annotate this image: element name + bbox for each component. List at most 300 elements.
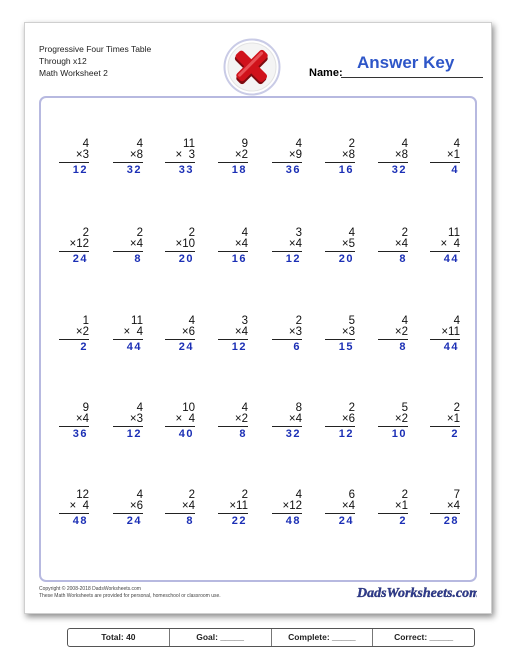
problem [430,228,460,265]
times-sign: × [394,326,402,338]
multiplier-value: 8 [136,149,143,161]
multiplier-value: 6 [188,326,195,338]
multiplier [113,501,143,512]
multiplier [325,327,355,338]
answer: 4 [451,164,459,176]
answer: 20 [178,253,194,265]
multiplicand: 12 [76,489,89,501]
multiplier-value: 4 [136,238,143,250]
problem [378,490,408,527]
answer: 44 [443,341,459,353]
name-label: Name: [309,67,343,79]
multiplicand: 7 [453,489,460,501]
multiplicand: 2 [453,402,460,414]
multiplier-value: 8 [401,149,408,161]
multiplier [378,414,408,425]
times-sign: × [175,149,183,161]
answer-rule [59,339,89,340]
multiplier [59,414,89,425]
answer: 15 [338,341,354,353]
answer-rule [325,339,355,340]
times-sign: × [441,326,449,338]
times-sign: × [341,500,349,512]
multiplier-value: 10 [182,238,195,250]
multiplier-value: 11 [448,326,460,338]
multiplicand: 11 [448,227,460,239]
answer: 20 [338,253,354,265]
answer-rule [113,339,143,340]
copyright-line: These Math Worksheets are provided for personal, homeschool or classroom use. [39,593,221,599]
multiplier [59,327,89,338]
problem [430,139,460,176]
multiplier [218,239,248,250]
times-sign: × [394,413,402,425]
problem [165,139,195,176]
answer: 16 [338,164,354,176]
answer: 6 [293,341,301,353]
multiplier-value: 4 [348,500,355,512]
times-sign: × [394,500,402,512]
answer: 28 [443,515,459,527]
answer: 8 [399,341,407,353]
goal-field: Goal: _____ [170,629,272,646]
problem [272,139,302,176]
answer: 33 [178,164,194,176]
answer: 16 [231,253,247,265]
multiplier [165,150,195,161]
multiplier-value: 2 [82,326,89,338]
multiplier-value: 9 [295,149,302,161]
title-line: Through x12 [39,56,87,66]
problem [272,403,302,440]
times-sign: × [75,149,83,161]
copyright [39,586,221,600]
problem [218,228,248,265]
times-sign: × [234,149,242,161]
answer-rule [218,339,248,340]
answer-rule [113,513,143,514]
multiplicand: 11 [183,138,195,150]
problem [272,490,302,527]
times-sign: × [341,326,349,338]
multiplier-value: 1 [453,149,460,161]
problem [113,490,143,527]
multiplier [378,327,408,338]
multiplicand: 6 [348,489,355,501]
problem [165,490,195,527]
answer: 24 [126,515,142,527]
multiplier [272,501,302,512]
multiplicand: 5 [348,315,355,327]
problem [325,316,355,353]
answer-rule [165,251,195,252]
multiplicand: 4 [348,227,355,239]
times-sign: × [69,500,77,512]
times-sign: × [288,149,296,161]
multiplier [218,327,248,338]
answer-rule [59,426,89,427]
multiplier [59,501,89,512]
answer-rule [430,162,460,163]
correct-field: Correct: _____ [394,632,454,642]
multiplicand: 4 [136,489,143,501]
problem [325,139,355,176]
answer-rule [218,426,248,427]
multiplier-value: 3 [348,326,355,338]
times-sign: × [175,238,183,250]
multiplier-value: 1 [401,500,408,512]
multiplier-value: 6 [136,500,143,512]
multiplier-value: 4 [295,413,302,425]
multiplier [272,414,302,425]
problem [165,228,195,265]
answer: 8 [239,428,247,440]
multiplicand: 4 [82,138,89,150]
multiplier [378,501,408,512]
problem [218,139,248,176]
title-line: Math Worksheet 2 [39,68,108,78]
problem [59,403,89,440]
times-sign: × [282,500,290,512]
answer-rule [165,513,195,514]
answer-rule [272,513,302,514]
answer-rule [59,513,89,514]
multiplier-value: 1 [453,413,460,425]
answer-rule [272,162,302,163]
times-sign: × [446,149,454,161]
score-box [67,628,475,647]
answer: 2 [80,341,88,353]
answer-rule [378,426,408,427]
times-sign: × [440,238,448,250]
multiplicand: 4 [241,402,248,414]
multiplicand: 4 [241,227,248,239]
multiplicand: 2 [136,227,143,239]
multiplier-value: 4 [136,326,143,338]
answer-rule [430,339,460,340]
multiplier [113,150,143,161]
answer-rule [59,251,89,252]
multiplier-value: 2 [241,413,248,425]
multiplicand: 2 [188,227,195,239]
times-sign: × [341,238,349,250]
problem [325,403,355,440]
answer-rule [218,251,248,252]
answer-rule [378,513,408,514]
times-sign: × [234,413,242,425]
worksheet-page [24,22,492,642]
answer: 2 [451,428,459,440]
multiplier-value: 2 [401,413,408,425]
answer-rule [325,513,355,514]
multiplier-value: 4 [82,500,89,512]
multiplier [218,501,248,512]
name-field [309,51,485,81]
times-sign: × [129,413,137,425]
multiplier [165,239,195,250]
times-sign: × [229,500,237,512]
multiplier [430,239,460,250]
multiplier-value: 11 [236,500,248,512]
times-sign: × [341,413,349,425]
problem [59,490,89,527]
answer: 48 [72,515,88,527]
answer-rule [272,339,302,340]
multiplicand: 4 [188,315,195,327]
answer: 40 [178,428,194,440]
problem [430,316,460,353]
multiplier-value: 3 [295,326,302,338]
dadsworksheets-logo [327,581,477,603]
problem [113,316,143,353]
problem [59,316,89,353]
multiplier [218,414,248,425]
multiplicand: 5 [401,402,408,414]
times-sign: × [129,500,137,512]
multiplicand: 11 [131,315,143,327]
answer: 12 [126,428,142,440]
multiplicand: 4 [401,315,408,327]
problem [59,139,89,176]
multiplier [113,327,143,338]
multiplicand: 2 [295,315,302,327]
times-sign: × [234,326,242,338]
answer: 8 [186,515,194,527]
answer: 12 [72,164,88,176]
answer-rule [430,426,460,427]
multiplier-value: 12 [289,500,302,512]
answer: 18 [231,164,247,176]
times-sign: × [69,238,77,250]
answer-rule [378,339,408,340]
answer: 12 [231,341,247,353]
multiplier [430,414,460,425]
multiplicand: 4 [401,138,408,150]
complete-field: Complete: _____ [272,629,374,646]
times-sign: × [394,149,402,161]
answer: 32 [285,428,301,440]
multiplier [165,414,195,425]
answer-rule [272,426,302,427]
answer-rule [113,162,143,163]
multiplicand: 9 [82,402,89,414]
problem [165,403,195,440]
multiplier-value: 4 [241,238,248,250]
answer-key-label: Answer Key [357,53,455,72]
answer-rule [325,426,355,427]
multiplier [325,150,355,161]
multiplicand: 4 [453,315,460,327]
answer: 8 [399,253,407,265]
multiplier-value: 3 [82,149,89,161]
answer: 36 [72,428,88,440]
times-sign: × [446,500,454,512]
multiplier-value: 2 [401,326,408,338]
times-sign: × [394,238,402,250]
answer-rule [113,426,143,427]
multiplicand: 2 [401,227,408,239]
times-sign: × [288,326,296,338]
problem [113,403,143,440]
problem [113,139,143,176]
multiplicand: 4 [136,138,143,150]
problem [378,316,408,353]
multiplier-value: 4 [188,500,195,512]
answer-rule [430,251,460,252]
problem [59,228,89,265]
multiplicand: 10 [182,402,195,414]
answer-rule [325,251,355,252]
multiplier-value: 3 [136,413,143,425]
answer: 12 [285,253,301,265]
answer-rule [378,162,408,163]
multiplier [325,239,355,250]
multiplier-value: 4 [401,238,408,250]
multiplicand: 3 [241,315,248,327]
answer-rule [430,513,460,514]
problem [218,403,248,440]
problem [430,403,460,440]
problem [378,403,408,440]
problem [378,139,408,176]
multiplicand: 8 [295,402,302,414]
multiplier-value: 4 [453,500,460,512]
multiplicand: 2 [188,489,195,501]
multiplier [378,239,408,250]
times-sign: × [288,413,296,425]
multiplier-value: 5 [348,238,355,250]
multiplier [378,150,408,161]
answer: 2 [399,515,407,527]
multiplier [272,327,302,338]
answer: 10 [391,428,407,440]
multiplicand: 4 [295,138,302,150]
problem [272,316,302,353]
problem [165,316,195,353]
times-sign: × [175,413,183,425]
multiplier-value: 6 [348,413,355,425]
answer: 24 [338,515,354,527]
multiplier [165,327,195,338]
answer-rule [113,251,143,252]
problem [113,228,143,265]
problem [325,490,355,527]
multiplier-value: 8 [348,149,355,161]
name-line [341,77,483,78]
problem [218,490,248,527]
multiplicand: 2 [82,227,89,239]
multiplier [218,150,248,161]
problem [378,228,408,265]
multiplicand: 2 [241,489,248,501]
answer: 32 [126,164,142,176]
answer-rule [165,426,195,427]
brand-text: DadsWorksheets.com [357,586,477,601]
times-sign: × [446,413,454,425]
total-count: Total: 40 [68,629,170,646]
times-sign: × [75,413,83,425]
answer: 44 [443,253,459,265]
multiplier [272,150,302,161]
multiplier [165,501,195,512]
answer: 36 [285,164,301,176]
multiplier [113,239,143,250]
multiplier-value: 4 [82,413,89,425]
multiplier [59,239,89,250]
multiplier-value: 2 [241,149,248,161]
multiplier-value: 3 [188,149,195,161]
times-sign: × [234,238,242,250]
problem [325,228,355,265]
multiplicand: 2 [401,489,408,501]
answer: 22 [231,515,247,527]
answer-rule [218,162,248,163]
multiplicand: 4 [136,402,143,414]
multiplier [113,414,143,425]
multiplier [272,239,302,250]
answer: 12 [338,428,354,440]
times-sign: × [181,326,189,338]
answer-rule [272,251,302,252]
multiplier-value: 12 [76,238,89,250]
answer: 24 [72,253,88,265]
multiplier [430,150,460,161]
times-sign: × [288,238,296,250]
multiplier [325,501,355,512]
problem [218,316,248,353]
answer-rule [218,513,248,514]
answer: 48 [285,515,301,527]
multiplicand: 1 [82,315,89,327]
answer-rule [378,251,408,252]
multiplicand: 4 [295,489,302,501]
multiplier-value: 4 [188,413,195,425]
multiplicand: 2 [348,138,355,150]
multiplicand: 4 [453,138,460,150]
multiplier-value: 4 [295,238,302,250]
multiplier [325,414,355,425]
multiplier-value: 4 [453,238,460,250]
answer: 32 [391,164,407,176]
answer-rule [325,162,355,163]
answer: 24 [178,341,194,353]
x-mark-icon [223,38,281,96]
multiplicand: 3 [295,227,302,239]
times-sign: × [123,326,131,338]
times-sign: × [129,149,137,161]
copyright-line: Copyright © 2008-2018 DadsWorksheets.com [39,586,141,592]
answer-rule [59,162,89,163]
multiplier [59,150,89,161]
multiplicand: 2 [348,402,355,414]
multiplicand: 9 [241,138,248,150]
times-sign: × [181,500,189,512]
title-line: Progressive Four Times Table [39,44,152,54]
worksheet-title [39,43,151,79]
answer: 8 [134,253,142,265]
multiplier [430,501,460,512]
answer-rule [165,162,195,163]
times-sign: × [75,326,83,338]
times-sign: × [341,149,349,161]
problem [430,490,460,527]
problem [272,228,302,265]
multiplier-value: 4 [241,326,248,338]
multiplier [430,327,460,338]
answer: 44 [126,341,142,353]
times-sign: × [129,238,137,250]
answer-rule [165,339,195,340]
